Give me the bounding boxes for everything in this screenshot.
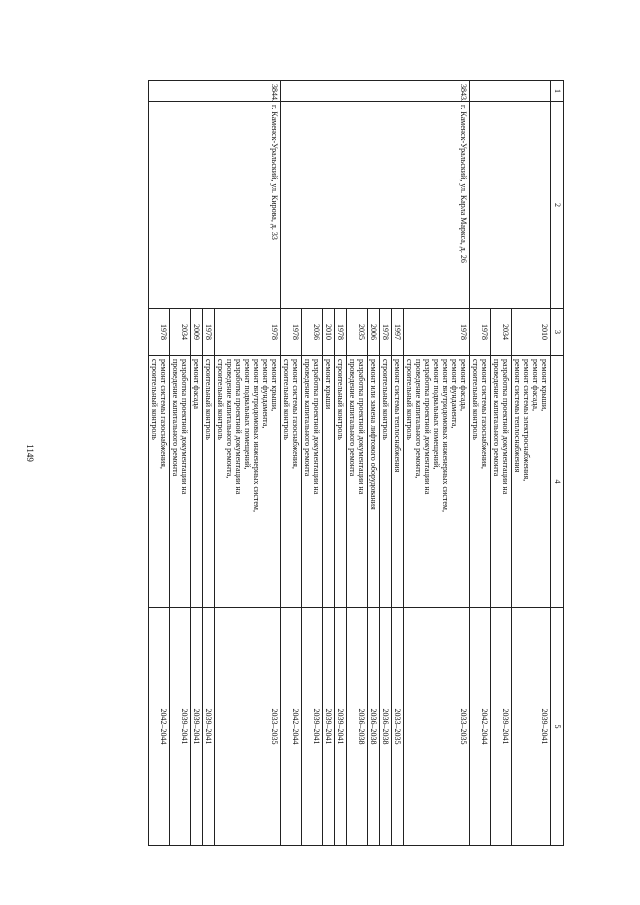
entry-number [470, 81, 551, 102]
work-item: ремонт крыши, [270, 359, 279, 412]
work-list-cell [302, 356, 323, 608]
work-item: ремонт системы теплоснабжения [513, 359, 522, 473]
work-item: ремонт системы газоснабжения, [159, 359, 168, 469]
work-item: ремонт подвальных помещений, [243, 359, 252, 470]
work-item: проведение капитального ремонта, [414, 359, 423, 479]
table-row [404, 81, 470, 846]
work-list-cell [368, 356, 380, 608]
work-list-cell [203, 356, 215, 608]
work-item: строительный контроль [405, 359, 414, 440]
commission-year: 1978 [335, 309, 347, 356]
work-item: ремонт или замена лифтового оборудования [369, 359, 378, 510]
col-header-3: 3 [551, 309, 564, 356]
repair-period: 2033–2035 [215, 608, 281, 846]
repair-period: 2039–2041 [512, 608, 551, 846]
work-item: разработка проектной документации на [312, 359, 321, 495]
repair-period: 2039–2041 [302, 608, 323, 846]
work-item: проведение капитального ремонта [492, 359, 501, 477]
commission-year: 2010 [323, 309, 335, 356]
work-item: строительный контроль [336, 359, 345, 440]
commission-year: 1978 [380, 309, 392, 356]
work-list-cell [470, 356, 491, 608]
commission-year: 2034 [170, 309, 191, 356]
work-list-cell [170, 356, 191, 608]
work-list-cell [149, 356, 170, 608]
commission-year: 2010 [512, 309, 551, 356]
repair-period: 2042–2044 [149, 608, 170, 846]
commission-year: 2006 [368, 309, 380, 356]
work-item: ремонт фасада, [531, 359, 540, 411]
repair-period: 2036–2038 [368, 608, 380, 846]
work-item: строительный контроль [381, 359, 390, 440]
table-row [215, 81, 281, 846]
work-list-cell [392, 356, 404, 608]
work-item: разработка проектной документации на [180, 359, 189, 495]
commission-year: 1978 [470, 309, 491, 356]
commission-year: 1997 [392, 309, 404, 356]
work-list-cell [347, 356, 368, 608]
work-item: ремонт системы электроснабжения, [522, 359, 531, 482]
work-item: ремонт системы газоснабжения, [291, 359, 300, 469]
repair-period: 2039–2041 [203, 608, 215, 846]
work-list-cell [491, 356, 512, 608]
work-list-cell [335, 356, 347, 608]
work-item: проведение капитального ремонта, [225, 359, 234, 479]
repair-period: 2036–2038 [380, 608, 392, 846]
header-row [551, 81, 564, 846]
commission-year: 2035 [347, 309, 368, 356]
work-item: строительный контроль [471, 359, 480, 440]
repair-period: 2039–2041 [491, 608, 512, 846]
work-item: ремонт подвальных помещений, [432, 359, 441, 470]
work-item: ремонт фундамента, [261, 359, 270, 429]
work-item: строительный контроль [204, 359, 213, 440]
work-item: ремонт крыши [324, 359, 333, 410]
page-number: 1149 [25, 444, 35, 462]
commission-year: 1978 [203, 309, 215, 356]
entry-number: 3843. [281, 81, 470, 102]
table-row [512, 81, 551, 846]
repair-period: 2039–2041 [323, 608, 335, 846]
work-item: ремонт системы теплоснабжения [393, 359, 402, 473]
work-item: строительный контроль [216, 359, 225, 440]
work-item: строительный контроль [282, 359, 291, 440]
work-list-cell [323, 356, 335, 608]
work-item: ремонт системы газоснабжения, [480, 359, 489, 469]
work-item: проведение капитального ремонта [303, 359, 312, 477]
work-item: разработка проектной документации на [357, 359, 366, 495]
repair-period: 2042–2044 [470, 608, 491, 846]
work-list-cell [281, 356, 302, 608]
repair-schedule-table [148, 80, 564, 846]
work-list-cell [191, 356, 203, 608]
repair-period: 2039–2041 [335, 608, 347, 846]
repair-period: 2039–2041 [191, 608, 203, 846]
repair-period: 2039–2041 [170, 608, 191, 846]
work-list-cell [512, 356, 551, 608]
commission-year: 2034 [491, 309, 512, 356]
work-item: ремонт крыши, [540, 359, 549, 412]
col-header-5: 5 [551, 608, 564, 846]
entry-address [470, 102, 551, 309]
entry-address: г. Каменск-Уральский, ул. Карла Маркса, д. 26 [281, 102, 470, 309]
work-item: разработка проектной документации на [234, 359, 243, 495]
work-item: строительный контроль [150, 359, 159, 440]
col-header-4: 4 [551, 356, 564, 608]
commission-year: 1978 [215, 309, 281, 356]
commission-year: 1978 [404, 309, 470, 356]
work-item: ремонт фундамента, [450, 359, 459, 429]
col-header-1: 1 [551, 81, 564, 102]
commission-year: 1978 [149, 309, 170, 356]
entry-number: 3844. [149, 81, 281, 102]
repair-period: 2036–2038 [347, 608, 368, 846]
commission-year: 2009 [191, 309, 203, 356]
work-item: ремонт внутридомовых инженерных систем, [441, 359, 450, 512]
commission-year: 2036 [302, 309, 323, 356]
work-item: ремонт фасада [192, 359, 201, 409]
work-item: ремонт внутридомовых инженерных систем, [252, 359, 261, 512]
entry-address: г. Каменск-Уральский, ул. Кирова, д. 33 [149, 102, 281, 309]
work-list-cell [215, 356, 281, 608]
table-area [84, 80, 564, 846]
work-item: ремонт фасада, [459, 359, 468, 411]
repair-period: 2033–2035 [392, 608, 404, 846]
commission-year: 1978 [281, 309, 302, 356]
work-list-cell [380, 356, 392, 608]
work-list-cell [404, 356, 470, 608]
work-item: разработка проектной документации на [501, 359, 510, 495]
repair-period: 2042–2044 [281, 608, 302, 846]
work-item: проведение капитального ремонта [348, 359, 357, 477]
work-item: разработка проектной документации на [423, 359, 432, 495]
work-item: проведение капитального ремонта [171, 359, 180, 477]
repair-period: 2033–2035 [404, 608, 470, 846]
col-header-2: 2 [551, 102, 564, 309]
